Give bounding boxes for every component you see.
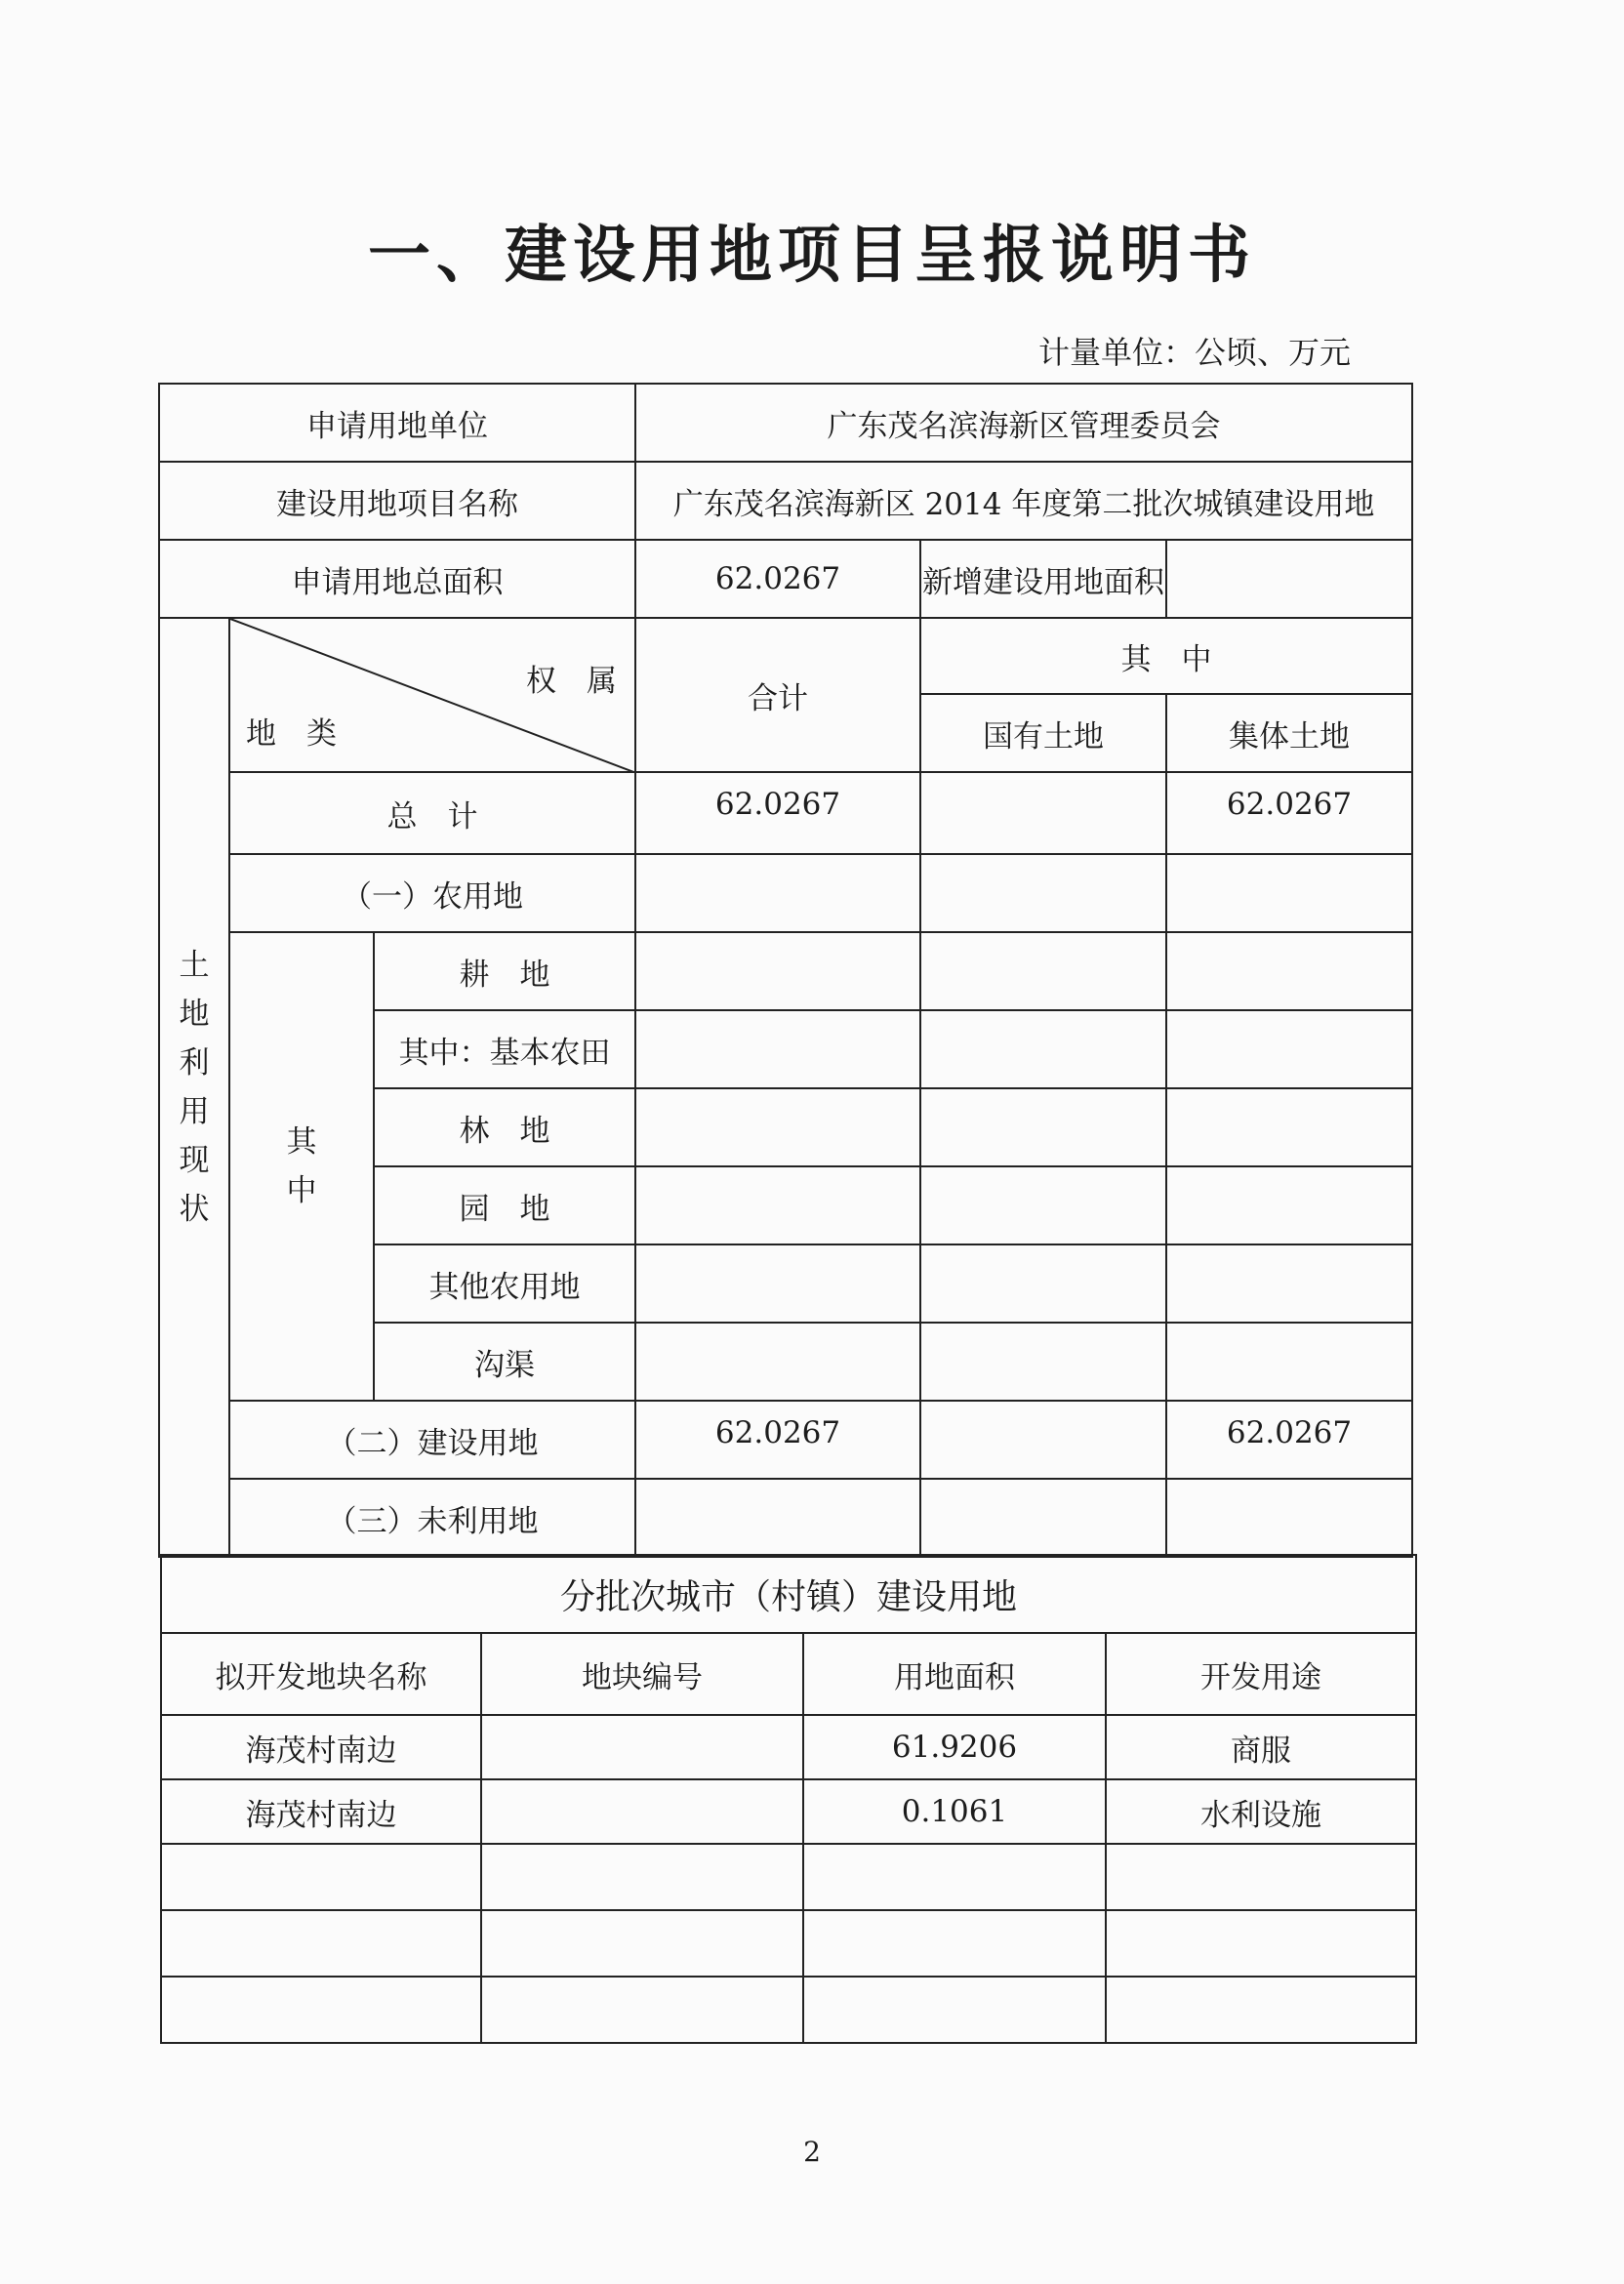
page-number: 2	[803, 2136, 821, 2168]
table-cell	[1106, 1844, 1416, 1910]
arable-label: 耕 地	[374, 932, 635, 1010]
grand-total-label: 总 计	[229, 772, 635, 854]
construction-land-total: 62.0267	[635, 1401, 920, 1479]
unused-land-total	[635, 1479, 920, 1557]
agri-land-label: （一）农用地	[229, 854, 635, 932]
construction-land-state	[920, 1401, 1166, 1479]
unused-land-collective	[1166, 1479, 1412, 1557]
grand-total-value: 62.0267	[635, 772, 920, 854]
table-cell: 水利设施	[1106, 1779, 1416, 1844]
table-cell	[1106, 1977, 1416, 2043]
batch-table-heading: 分批次城市（村镇）建设用地	[161, 1555, 1416, 1633]
arable-state	[920, 932, 1166, 1010]
table-cell	[481, 1844, 803, 1910]
table-cell	[161, 1910, 481, 1977]
table-cell: 61.9206	[803, 1715, 1106, 1779]
table-cell	[481, 1910, 803, 1977]
applicant-label: 申请用地单位	[159, 384, 635, 462]
table-cell: 商服	[1106, 1715, 1416, 1779]
forest-label: 林 地	[374, 1088, 635, 1166]
basic-farmland-state	[920, 1010, 1166, 1088]
basic-farmland-collective	[1166, 1010, 1412, 1088]
forest-total	[635, 1088, 920, 1166]
table-cell	[803, 1977, 1106, 2043]
table-cell: 0.1061	[803, 1779, 1106, 1844]
page-title: 一、建设用地项目呈报说明书	[368, 220, 1256, 292]
new-area-label: 新增建设用地面积	[920, 540, 1166, 618]
grand-total-state	[920, 772, 1166, 854]
ditch-collective	[1166, 1323, 1412, 1401]
other-agri-collective	[1166, 1244, 1412, 1323]
column-header: 地块编号	[481, 1633, 803, 1715]
table-cell: 海茂村南边	[161, 1715, 481, 1779]
agri-land-collective	[1166, 854, 1412, 932]
garden-total	[635, 1166, 920, 1244]
among-header: 其 中	[920, 618, 1412, 694]
column-header: 用地面积	[803, 1633, 1106, 1715]
land-use-status-label: 土 地 利 用 现 状	[159, 618, 229, 1557]
table-cell	[161, 1977, 481, 2043]
garden-state	[920, 1166, 1166, 1244]
ditch-state	[920, 1323, 1166, 1401]
batch-land-table	[160, 1554, 1417, 2044]
table-cell	[803, 1910, 1106, 1977]
land-type-label: 地 类	[246, 716, 337, 752]
basic-farmland-label: 其中：基本农田	[374, 1010, 635, 1088]
collective-land-header: 集体土地	[1166, 694, 1412, 772]
table-cell	[481, 1715, 803, 1779]
project-label: 建设用地项目名称	[159, 462, 635, 540]
ditch-label: 沟渠	[374, 1323, 635, 1401]
total-column-header: 合计	[635, 618, 920, 772]
construction-land-label: （二）建设用地	[229, 1401, 635, 1479]
table-cell: 海茂村南边	[161, 1779, 481, 1844]
applicant-value: 广东茂名滨海新区管理委员会	[635, 384, 1412, 462]
garden-label: 园 地	[374, 1166, 635, 1244]
state-land-header: 国有土地	[920, 694, 1166, 772]
other-agri-total	[635, 1244, 920, 1323]
total-area-value: 62.0267	[635, 540, 920, 618]
other-agri-state	[920, 1244, 1166, 1323]
arable-collective	[1166, 932, 1412, 1010]
unused-land-label: （三）未利用地	[229, 1479, 635, 1557]
forest-state	[920, 1088, 1166, 1166]
column-header: 拟开发地块名称	[161, 1633, 481, 1715]
table-cell	[1106, 1910, 1416, 1977]
table-cell	[803, 1844, 1106, 1910]
table-cell	[481, 1977, 803, 2043]
forest-collective	[1166, 1088, 1412, 1166]
garden-collective	[1166, 1166, 1412, 1244]
table-cell	[481, 1779, 803, 1844]
ditch-total	[635, 1323, 920, 1401]
project-value: 广东茂名滨海新区 2014 年度第二批次城镇建设用地	[635, 462, 1412, 540]
grand-total-collective: 62.0267	[1166, 772, 1412, 854]
diagonal-header-cell	[229, 618, 635, 772]
new-area-value	[1166, 540, 1412, 618]
agri-land-total	[635, 854, 920, 932]
ownership-label: 权 属	[526, 664, 618, 699]
agri-land-state	[920, 854, 1166, 932]
column-header: 开发用途	[1106, 1633, 1416, 1715]
table-cell	[161, 1844, 481, 1910]
construction-land-collective: 62.0267	[1166, 1401, 1412, 1479]
unit-note: 计量单位：公顷、万元	[1037, 334, 1351, 371]
arable-total	[635, 932, 920, 1010]
basic-farmland-total	[635, 1010, 920, 1088]
other-agri-label: 其他农用地	[374, 1244, 635, 1323]
unused-land-state	[920, 1479, 1166, 1557]
land-use-table	[158, 383, 1413, 1558]
sub-among-label: 其 中	[229, 932, 374, 1401]
total-area-label: 申请用地总面积	[159, 540, 635, 618]
